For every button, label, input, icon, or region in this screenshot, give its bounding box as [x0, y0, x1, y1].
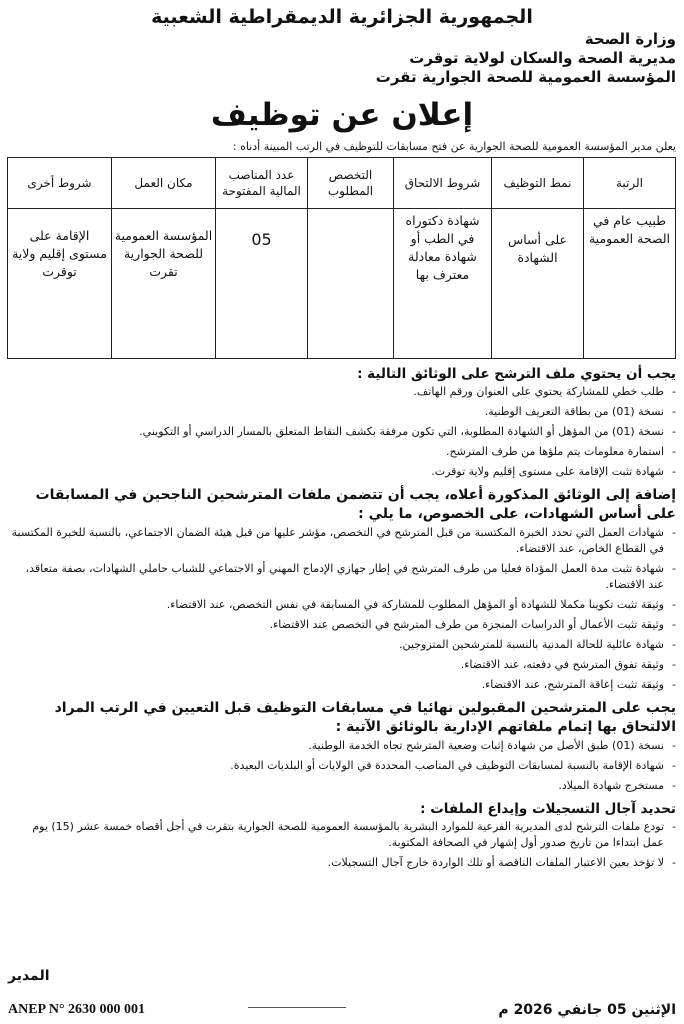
list-item: - نسخة (01) طبق الأصل من شهادة إثبات وضعية المترشح تجاه الخدمة الوطنية. — [308, 739, 676, 752]
section-deadlines-heading: تحديد آجال التسجيلات وإيداع الملفات : — [420, 801, 676, 817]
list-item: - شهادة تثبت مدة العمل المؤداة فعليا من طرف المترشح في إطار جهازي الإدماج المهني أو الاجتماعي للشباب حاملي الشهادات، بصفة متعاقد، عند الاقتضاء. — [25, 562, 676, 591]
table-header-row — [8, 158, 676, 209]
header-conditions: شروط الالتحاق — [394, 158, 492, 209]
deadlines-list — [8, 819, 676, 871]
list-item: - وثيقة تثبت إعاقة المترشح، عند الاقتضاء. — [481, 678, 676, 691]
admin-docs-list — [8, 738, 676, 794]
cell-mode: على أساس الشهادة — [492, 209, 584, 359]
list-item: - لا تؤخذ بعين الاعتبار الملفات الناقصة أو تلك الواردة خارج آجال التسجيلات. — [327, 856, 676, 869]
cell-positions: 05 — [216, 209, 308, 359]
list-item: - وثيقة تفوق المترشح في دفعته، عند الاقتضاء. — [460, 658, 676, 671]
anep-reference: ANEP N° 2630 000 001 — [8, 1002, 146, 1017]
list-item: - وثيقة تثبت الأعمال أو الدراسات المنجزة من طرف المترشح في التخصص عند الاقتضاء. — [269, 618, 676, 631]
header-other: شروط أخرى — [8, 158, 112, 209]
list-item: - طلب خطي للمشاركة يحتوي على العنوان ورقم الهاتف. — [413, 385, 676, 398]
header-positions: عدد المناصب المالية المفتوحة — [216, 158, 308, 209]
list-item: - شهادات العمل التي تحدد الخبرة المكتسبة من قبل المترشح في التخصص، مؤشر عليها من قبل هيئة الضمان الاجتماعي، بالنسبة للخبرة المكتسبة في القطاع الخاص، عند الاقتضاء. — [11, 526, 676, 555]
table-row — [8, 209, 676, 359]
section-required-docs-heading: يجب أن يحتوي ملف الترشح على الوثائق التالية : — [357, 366, 676, 382]
publication-date: الإثنين 05 جانفي 2026 م — [498, 1002, 676, 1018]
list-item: - استمارة معلومات يتم ملؤها من طرف المترشح. — [445, 445, 676, 458]
list-item: - شهادة عائلية للحالة المدنية بالنسبة للمترشحين المتزوجين. — [399, 638, 676, 651]
ministry-line: وزارة الصحة — [584, 30, 676, 48]
list-item: - شهادة تثبت الإقامة على مستوى إقليم ولاية توقرت. — [431, 465, 676, 478]
list-item: - تودع ملفات الترشح لدى المديرية الفرعية للموارد البشرية بالمؤسسة العمومية للصحة الجوارية بتقرت في أجل أقصاه خمسة عشر (15) يوم عمل ابتداءا من تاريخ صدور أول إشهار في الصحافة المكتوبة. — [32, 820, 676, 849]
directorate-line: مديرية الصحة والسكان لولاية توقرت — [409, 49, 676, 67]
republic-header: الجمهورية الجزائرية الديمقراطية الشعبية — [151, 6, 533, 28]
cell-conditions: شهادة دكتوراه في الطب أو شهادة معادلة معترف بها — [394, 209, 492, 359]
header-specialty: التخصص المطلوب — [308, 158, 394, 209]
header-mode: نمط التوظيف — [492, 158, 584, 209]
header-workplace: مكان العمل — [112, 158, 216, 209]
successful-docs-list — [8, 525, 676, 693]
cell-other: الإقامة على مستوى إقليم ولاية توقرت — [8, 209, 112, 359]
list-item: - نسخة (01) من بطاقة التعريف الوطنية. — [484, 405, 676, 418]
intro-text: يعلن مدير المؤسسة العمومية للصحة الجوارية عن فتح مسابقات للتوظيف في الرتب المبينة أدناه : — [232, 140, 676, 153]
cell-specialty — [308, 209, 394, 359]
footer — [8, 968, 676, 1020]
positions-table — [7, 157, 676, 359]
establishment-line: المؤسسة العمومية للصحة الجوارية تقرت — [375, 68, 676, 86]
cell-workplace: المؤسسة العمومية للصحة الجوارية تقرت — [112, 209, 216, 359]
signature: المدير — [8, 968, 50, 984]
list-item: - نسخة (01) من المؤهل أو الشهادة المطلوبة، التي تكون مرفقة بكشف النقاط المتعلق بالمسار الدراسي أو التكويني. — [139, 425, 676, 438]
announcement-title: إعلان عن توظيف — [210, 97, 474, 133]
section-admin-docs-heading: يجب على المترشحين المقبولين نهائيا في مسابقات التوظيف قبل التعيين في الرتب المراد الالتحاق بها إتمام ملفاتهم الإدارية بالوثائق الآتية : — [54, 700, 676, 735]
list-item: - مستخرج شهادة الميلاد. — [558, 779, 676, 792]
required-docs-list — [8, 384, 676, 480]
list-item: - شهادة الإقامة بالنسبة لمسابقات التوظيف في المناصب المحددة في الولايات أو البلديات البعيدة. — [230, 759, 676, 772]
header-rank: الرتبة — [584, 158, 676, 209]
list-item: - وثيقة تثبت تكوينا مكملا للشهادة أو المؤهل المطلوب للمشاركة في المسابقة في نفس التخصص، عند الاقتضاء. — [166, 598, 676, 611]
footer-divider — [248, 1007, 346, 1008]
section-successful-docs-heading: إضافة إلى الوثائق المذكورة أعلاه، يجب أن تتضمن ملفات المترشحين الناجحين في المسابقات على أساس الشهادات، على الخصوص، ما يلي : — [35, 487, 676, 522]
cell-rank: طبيب عام في الصحة العمومية — [584, 209, 676, 359]
